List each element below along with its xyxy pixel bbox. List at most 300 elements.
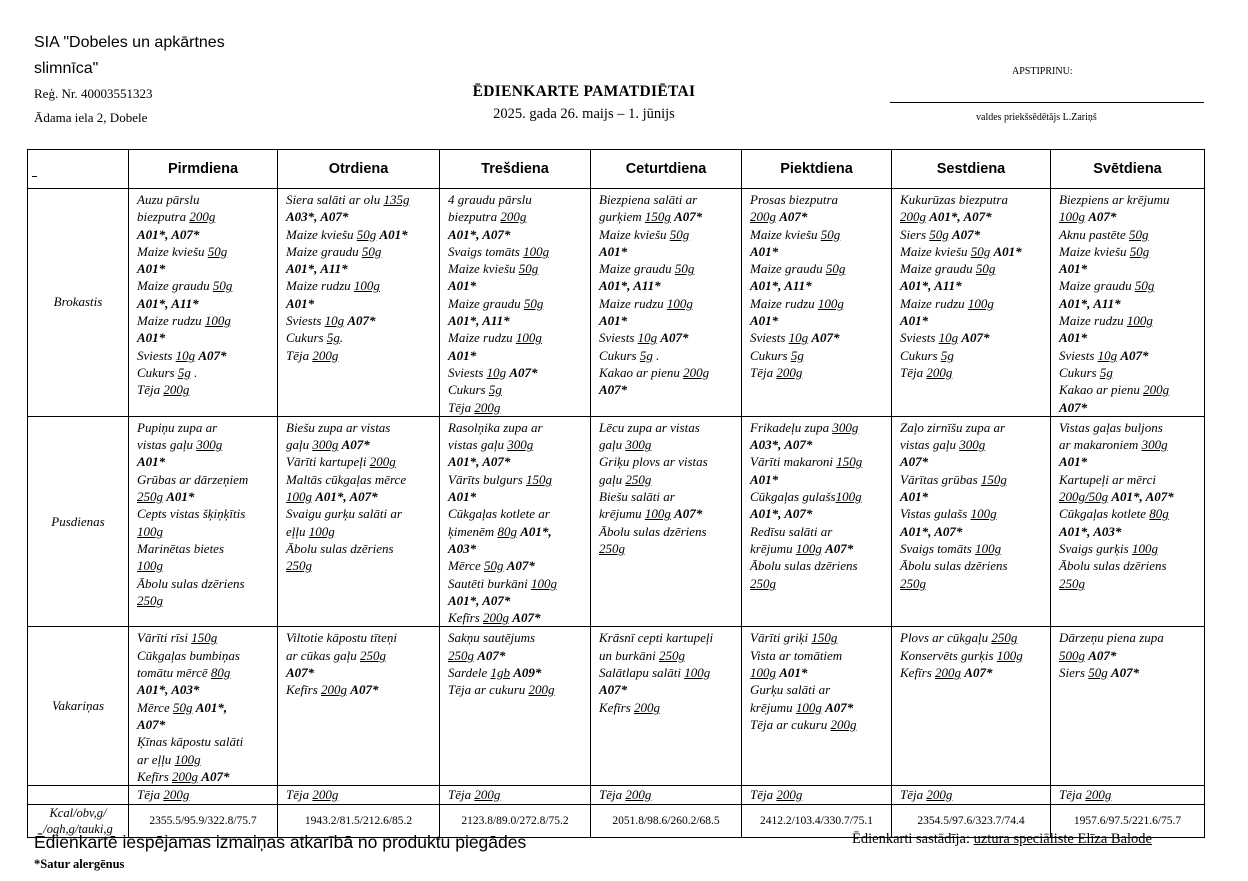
dish-text: Cukurs <box>599 347 640 363</box>
portion-size: 10g <box>175 347 196 363</box>
portion-size: 250g <box>286 558 312 574</box>
portion-size: 100g <box>286 489 312 505</box>
portion-size: 80g <box>1149 506 1169 522</box>
menu-line <box>137 419 271 436</box>
allergen-code: A07* <box>674 506 703 522</box>
menu-line <box>750 295 885 312</box>
menu-line <box>1059 277 1198 294</box>
menu-line <box>750 243 885 260</box>
portion-size: 150g <box>836 454 863 470</box>
allergen-code: A07* <box>1120 347 1149 363</box>
composer-label: Ēdienkarti sastādīja: <box>852 831 974 847</box>
menu-line <box>286 277 433 294</box>
menu-line <box>286 419 433 436</box>
menu-line <box>448 505 584 522</box>
menu-line <box>750 575 885 592</box>
menu-cell <box>591 416 742 627</box>
portion-size: 5g <box>940 347 954 363</box>
menu-line <box>137 557 271 574</box>
allergen-code: A07* <box>811 330 840 346</box>
dish-text: Tēja <box>137 787 164 803</box>
portion-size: 50g <box>970 243 991 259</box>
allergen-code: A01*, A07* <box>137 226 200 242</box>
menu-line <box>750 419 885 436</box>
allergen-code: A07* <box>341 437 370 453</box>
allergen-code: A07* <box>674 209 703 225</box>
allergen-code: A01* <box>1059 330 1088 346</box>
portion-size: 100g <box>975 540 1002 556</box>
portion-size: 50g <box>518 261 539 277</box>
dish-text: Biešu zupa ar vistas <box>286 419 391 435</box>
menu-line <box>137 681 271 698</box>
menu-line <box>286 347 433 364</box>
menu-line <box>900 629 1044 646</box>
dish-text: gurķiem <box>599 209 645 225</box>
portion-size: 100g <box>644 506 671 522</box>
dish-text: Pupiņu zupa ar <box>137 419 218 435</box>
menu-line <box>1059 471 1198 488</box>
menu-line <box>599 191 735 208</box>
portion-size: 250g <box>625 471 652 487</box>
menu-line <box>137 295 271 312</box>
nutrition-value: 2123.8/89.0/272.8/75.2 <box>440 805 591 838</box>
menu-line <box>1059 505 1198 522</box>
portion-size: 200g <box>750 209 776 225</box>
meal-row-dinner <box>28 627 1205 786</box>
menu-line <box>599 647 735 664</box>
menu-line <box>599 419 735 436</box>
menu-line <box>750 647 885 664</box>
dish-text: Maize rudzu <box>137 313 205 329</box>
dish-text: gaļu <box>286 437 313 453</box>
allergen-code: A07* <box>1088 209 1117 225</box>
dish-text: Maize kviešu <box>900 243 971 259</box>
menu-line <box>448 575 584 592</box>
menu-line <box>448 471 584 488</box>
menu-line <box>900 260 1044 277</box>
portion-size: 100g <box>996 647 1023 663</box>
menu-cell <box>742 416 892 627</box>
dish-text: Tēja <box>448 787 475 803</box>
menu-line <box>137 347 271 364</box>
dish-text: Ābolu sulas dzēriens <box>137 575 245 591</box>
day-header: Piektdiena <box>742 150 892 189</box>
allergen-code: A01* <box>137 454 166 470</box>
menu-line <box>448 312 584 329</box>
menu-cell <box>1051 416 1205 627</box>
menu-line <box>448 329 584 346</box>
menu-line <box>900 436 1044 453</box>
menu-cell <box>1051 189 1205 417</box>
dish-text: ķimenēm <box>448 523 498 539</box>
allergen-code: A07* <box>286 665 315 681</box>
allergen-code: A07* <box>1059 399 1088 415</box>
dish-text: ar eļļu <box>137 751 175 767</box>
menu-line <box>448 243 584 260</box>
portion-size: 1gb <box>490 665 510 681</box>
menu-line <box>448 647 584 664</box>
menu-line <box>900 540 1044 557</box>
portion-size: 250g <box>360 647 387 663</box>
portion-size: 200g <box>683 364 710 380</box>
menu-line <box>900 419 1044 436</box>
tea-cell <box>129 786 278 805</box>
dish-text: Ābolu sulas dzēriens <box>750 558 858 574</box>
menu-line <box>1059 436 1198 453</box>
menu-line <box>750 436 885 453</box>
allergen-code: A01*, A11* <box>750 278 812 294</box>
portion-size: 200g <box>935 665 962 681</box>
menu-line <box>448 453 584 470</box>
menu-line <box>599 208 735 225</box>
dish-text: Maize graudu <box>137 278 213 294</box>
menu-line <box>286 664 433 681</box>
dish-text: Vistas gaļas buljons <box>1059 419 1163 435</box>
menu-line <box>448 399 584 416</box>
portion-size: 200g <box>163 787 190 803</box>
portion-size: 200g <box>900 209 926 225</box>
dish-text: Cūkgaļas kotlete ar <box>448 506 550 522</box>
portion-size: 100g <box>523 243 550 259</box>
dish-text: Siers <box>1059 665 1089 681</box>
menu-line <box>137 260 271 277</box>
dish-text: Cukurs <box>750 347 791 363</box>
menu-line <box>1059 191 1198 208</box>
portion-size: 100g <box>174 751 201 767</box>
menu-line <box>750 488 885 505</box>
dish-text: Maize rudzu <box>448 330 516 346</box>
dish-text: Tēja <box>137 382 164 398</box>
menu-line <box>137 243 271 260</box>
allergen-code: A01* <box>286 295 315 311</box>
dish-text: . <box>339 330 344 346</box>
allergen-code: A07* <box>477 647 506 663</box>
menu-cell <box>742 189 892 417</box>
menu-line <box>137 540 271 557</box>
allergen-code: A07* <box>779 209 808 225</box>
allergen-code: A07* <box>506 558 535 574</box>
allergen-code: A07* <box>961 330 990 346</box>
portion-size: 150g <box>811 630 838 646</box>
dish-text: gaļu <box>599 471 626 487</box>
nutrition-value: 2051.8/98.6/260.2/68.5 <box>591 805 742 838</box>
day-header: Svētdiena <box>1051 150 1205 189</box>
portion-size: 100g <box>1126 313 1153 329</box>
portion-size: 5g <box>790 347 804 363</box>
signature-line <box>890 102 1204 103</box>
dish-text: Sviests <box>448 364 487 380</box>
dish-text: Biezpiens ar krējumu <box>1059 192 1170 207</box>
portion-size: 250g <box>991 630 1018 646</box>
menu-line <box>599 523 735 540</box>
menu-line <box>286 647 433 664</box>
evening-tea-row <box>28 786 1205 805</box>
menu-line <box>448 347 584 364</box>
allergen-code: A01* <box>599 313 628 329</box>
menu-cell <box>440 416 591 627</box>
allergen-code: A01* <box>1059 261 1088 277</box>
portion-size: 150g <box>191 630 218 646</box>
portion-size: 5g <box>488 382 502 398</box>
portion-size: 5g <box>177 364 191 380</box>
menu-line <box>599 381 735 398</box>
dish-text: Kefīrs <box>448 610 484 626</box>
menu-line <box>900 277 1044 294</box>
dish-text: Svaigs tomāts <box>448 243 524 259</box>
allergen-note: *Satur alergēnus <box>34 857 125 871</box>
dish-text: Vistas gulašs <box>900 506 971 522</box>
portion-size: 200g <box>189 209 216 225</box>
portion-size: 50g <box>820 226 841 242</box>
approve-label: APSTIPRINU: <box>1012 66 1073 77</box>
dish-text: Maize kviešu <box>750 226 821 242</box>
menu-line <box>286 436 433 453</box>
menu-line <box>1059 419 1198 436</box>
portion-size: 50g <box>975 261 996 277</box>
dish-text: Maize rudzu <box>599 295 667 311</box>
menu-line <box>1059 243 1198 260</box>
portion-size: 50g <box>825 261 846 277</box>
portion-size: 100g <box>137 558 163 574</box>
dish-text: Maize rudzu <box>1059 313 1127 329</box>
meal-label: Brokastis <box>28 189 129 417</box>
tea-cell <box>440 786 591 805</box>
portion-size: 200g <box>1085 787 1112 803</box>
menu-line <box>900 191 1044 208</box>
dish-text: Maize rudzu <box>900 295 968 311</box>
portion-size: 50g <box>674 261 695 277</box>
dish-text: Maize kviešu <box>286 226 357 242</box>
menu-line <box>750 716 885 733</box>
menu-line <box>1059 364 1198 381</box>
menu-line <box>750 681 885 698</box>
portion-size: 50g <box>212 278 233 294</box>
menu-line <box>900 347 1044 364</box>
dish-text: Tēja <box>750 364 777 380</box>
dish-text: Svaigs tomāts <box>900 540 976 556</box>
dish-text: Kakao ar pienu <box>599 364 684 380</box>
dish-text: Rasolņika zupa ar <box>448 419 543 435</box>
menu-line <box>599 312 735 329</box>
dish-text: Redīsu salāti ar <box>750 523 833 539</box>
allergen-code: A07* <box>825 699 854 715</box>
dish-text: eļļu <box>286 523 309 539</box>
allergen-code: A01*, A11* <box>137 295 199 311</box>
composer-line <box>852 831 1152 848</box>
allergen-code: A01*, <box>195 699 228 715</box>
menu-line <box>750 277 885 294</box>
portion-size: 50g <box>1134 278 1155 294</box>
menu-line <box>286 505 433 522</box>
menu-line <box>137 592 271 609</box>
dish-text: Ābolu sulas dzēriens <box>900 558 1008 574</box>
menu-line <box>900 226 1044 243</box>
portion-size: 200g <box>1143 382 1170 398</box>
portion-size: 200g <box>474 787 501 803</box>
portion-size: 300g <box>196 437 223 453</box>
dish-text: krējumu <box>599 506 645 522</box>
menu-cell <box>1051 627 1205 786</box>
dish-text: Vārīti griķi <box>750 630 812 646</box>
menu-line <box>286 471 433 488</box>
corner-cell <box>28 150 129 189</box>
menu-line <box>137 226 271 243</box>
dish-text: Cukurs <box>286 330 327 346</box>
menu-line <box>900 453 1044 470</box>
menu-line <box>750 523 885 540</box>
dish-text: Vārīts bulgurs <box>448 471 527 487</box>
allergen-code: A01*, A07* <box>448 226 511 242</box>
portion-size: 200g <box>830 716 857 732</box>
portion-size: 200g <box>483 610 510 626</box>
portion-size: 300g <box>625 437 652 453</box>
dish-text: Tēja <box>900 787 927 803</box>
allergen-code: A07* <box>137 716 166 732</box>
allergen-code: A07* <box>900 454 929 470</box>
dish-text: Cūkgaļas kotlete <box>1059 506 1150 522</box>
menu-line <box>1059 664 1198 681</box>
menu-line <box>448 364 584 381</box>
menu-line <box>1059 260 1198 277</box>
header-row <box>28 150 1205 189</box>
portion-size: 10g <box>324 313 345 329</box>
dish-text: Cūkgaļas gulašs <box>750 489 836 505</box>
menu-line <box>1059 575 1198 592</box>
dish-text: Maize kviešu <box>448 261 519 277</box>
allergen-code: A07* <box>952 226 981 242</box>
dish-text: Cukurs <box>137 364 178 380</box>
menu-period: 2025. gada 26. maijs – 1. jūnijs <box>493 106 675 122</box>
tea-cell <box>1051 786 1205 805</box>
dish-text: Maize graudu <box>1059 278 1135 294</box>
portion-size: 100g <box>204 313 231 329</box>
tea-cell <box>742 786 892 805</box>
menu-line <box>286 540 433 557</box>
tea-cell <box>591 786 742 805</box>
dish-text: Sautēti burkāni <box>448 575 532 591</box>
menu-line <box>750 364 885 381</box>
menu-line <box>448 592 584 609</box>
portion-size: 5g <box>326 330 340 346</box>
allergen-code: A03* <box>448 540 477 556</box>
portion-size: 250g <box>750 575 776 591</box>
menu-cell <box>591 627 742 786</box>
menu-cell <box>440 189 591 417</box>
portion-size: 10g <box>938 330 959 346</box>
dish-text: Ābolu sulas dzēriens <box>286 540 394 556</box>
dish-text: Mērce <box>137 699 173 715</box>
dish-text: Frikadeļu zupa <box>750 419 833 435</box>
dish-text: Cepts vistas šķiņķītis <box>137 506 246 522</box>
portion-size: 200g <box>500 209 527 225</box>
portion-size: 300g <box>959 437 986 453</box>
dish-text: Siers <box>900 226 930 242</box>
menu-cell <box>440 627 591 786</box>
menu-cell <box>129 627 278 786</box>
portion-size: 200g <box>634 699 661 715</box>
portion-size: 100g <box>795 540 822 556</box>
menu-line <box>286 226 433 243</box>
portion-size: 200g <box>312 347 339 363</box>
dish-text: Cūkgaļas bumbiņas <box>137 647 240 663</box>
dish-text: Maize kviešu <box>137 243 208 259</box>
menu-cell <box>278 627 440 786</box>
allergen-code: A01* <box>900 313 929 329</box>
dish-text: Salātlapu salāti <box>599 665 685 681</box>
menu-line <box>599 364 735 381</box>
menu-line <box>137 471 271 488</box>
allergen-code: A07* <box>1088 647 1117 663</box>
dish-text: Kefīrs <box>286 682 322 698</box>
dish-text: Kukurūzas biezputra <box>900 192 1008 207</box>
menu-line <box>599 453 735 470</box>
menu-line <box>750 505 885 522</box>
menu-line <box>137 364 271 381</box>
allergen-code: A01* <box>379 226 408 242</box>
dish-text: Vārīti rīsi <box>137 630 192 646</box>
portion-size: 100g <box>684 665 711 681</box>
menu-line <box>1059 329 1198 346</box>
menu-line <box>1059 629 1198 646</box>
dish-text: 4 graudu pārslu <box>448 192 532 207</box>
dish-text: krējumu <box>750 540 796 556</box>
dish-text: Cukurs <box>448 382 489 398</box>
portion-size: 300g <box>1141 437 1168 453</box>
menu-line <box>286 295 433 312</box>
dish-text: Sviests <box>900 330 939 346</box>
portion-size: 200g <box>369 454 396 470</box>
dish-text: un burkāni <box>599 647 659 663</box>
dish-text: Sardele <box>448 665 491 681</box>
allergen-code: A01*, A11* <box>599 278 661 294</box>
dish-text: Lēcu zupa ar vistas <box>599 419 700 435</box>
menu-line <box>448 191 584 208</box>
allergen-code: A01*, A07* <box>448 454 511 470</box>
portion-size: 50g <box>356 226 377 242</box>
menu-line <box>286 681 433 698</box>
allergen-code: A07* <box>964 665 993 681</box>
menu-cell <box>742 627 892 786</box>
dish-text: Gurķu salāti ar <box>750 682 831 698</box>
portion-size: 50g <box>523 295 544 311</box>
menu-cell <box>278 189 440 417</box>
dish-text: . <box>652 347 660 363</box>
allergen-code: A01*, A03* <box>137 682 200 698</box>
dish-text: Kefīrs <box>599 699 635 715</box>
menu-line <box>137 768 271 785</box>
allergen-code: A01*, A11* <box>1059 295 1121 311</box>
dish-text: Tēja <box>286 347 313 363</box>
menu-line <box>137 505 271 522</box>
allergen-code: A01* <box>137 330 166 346</box>
document-title: ĒDIENKARTE PAMATDIĒTAI <box>472 83 696 100</box>
portion-size: 250g <box>448 647 474 663</box>
portion-size: 100g <box>1059 209 1085 225</box>
menu-cell <box>129 416 278 627</box>
dish-text: Vārītas grūbas <box>900 471 981 487</box>
menu-line <box>900 557 1044 574</box>
dish-text: biezputra <box>137 209 190 225</box>
allergen-code: A01*, A11* <box>448 313 510 329</box>
menu-line <box>900 505 1044 522</box>
day-header: Pirmdiena <box>129 150 278 189</box>
menu-line <box>448 557 584 574</box>
dish-text: Maize kviešu <box>599 226 670 242</box>
dish-text: Vārīti kartupeļi <box>286 454 370 470</box>
menu-line <box>1059 312 1198 329</box>
dish-text: Ķīnas kāpostu salāti <box>137 734 244 750</box>
portion-size: 50g <box>1088 665 1108 681</box>
